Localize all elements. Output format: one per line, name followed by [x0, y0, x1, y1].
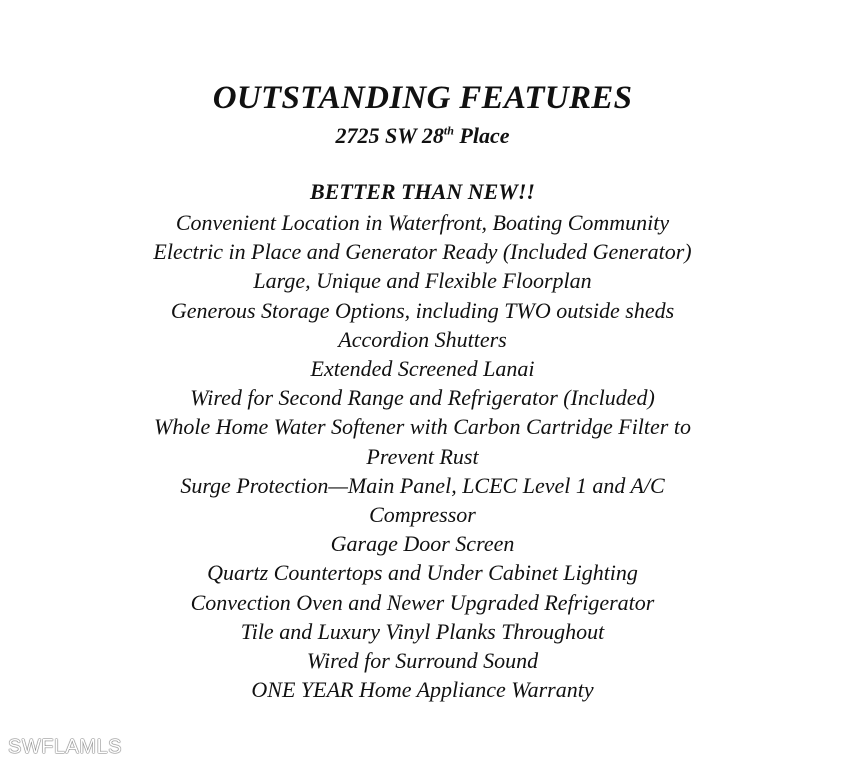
- feature-line: Generous Storage Options, including TWO outside sheds: [170, 297, 675, 323]
- feature-list: [0, 208, 845, 704]
- feature-line: Quartz Countertops and Under Cabinet Lighting: [207, 560, 638, 586]
- feature-line: Garage Door Screen: [330, 531, 515, 557]
- page-title: OUTSTANDING FEATURES: [212, 80, 633, 116]
- feature-line: Accordion Shutters: [338, 326, 507, 352]
- feature-line: Convenient Location in Waterfront, Boating Community: [175, 210, 670, 235]
- feature-line: Wired for Second Range and Refrigerator (Included): [190, 385, 655, 411]
- feature-line: Electric in Place and Generator Ready (Included Generator): [153, 239, 692, 265]
- address-street-type: Place: [453, 123, 510, 148]
- mls-watermark: SWFLAMLS: [8, 736, 123, 758]
- address-number-street: 2725 SW 28: [335, 123, 444, 148]
- headline: BETTER THAN NEW!!: [310, 179, 535, 204]
- feature-line: Convection Oven and Newer Upgraded Refrigerator: [190, 589, 655, 615]
- feature-line: ONE YEAR Home Appliance Warranty: [251, 677, 594, 703]
- feature-line: Surge Protection—Main Panel, LCEC Level 1 and A/C: [180, 472, 665, 498]
- feature-line: Whole Home Water Softener with Carbon Cartridge Filter to: [154, 414, 691, 440]
- feature-line: Extended Screened Lanai: [310, 356, 535, 382]
- property-address: [0, 123, 845, 149]
- address-ordinal-suffix: th: [443, 123, 454, 138]
- feature-line: Large, Unique and Flexible Floorplan: [253, 268, 592, 294]
- feature-line: Compressor: [369, 502, 476, 528]
- feature-line: Tile and Luxury Vinyl Planks Throughout: [240, 618, 605, 644]
- feature-line: Prevent Rust: [366, 443, 479, 469]
- feature-line: Wired for Surround Sound: [306, 648, 539, 674]
